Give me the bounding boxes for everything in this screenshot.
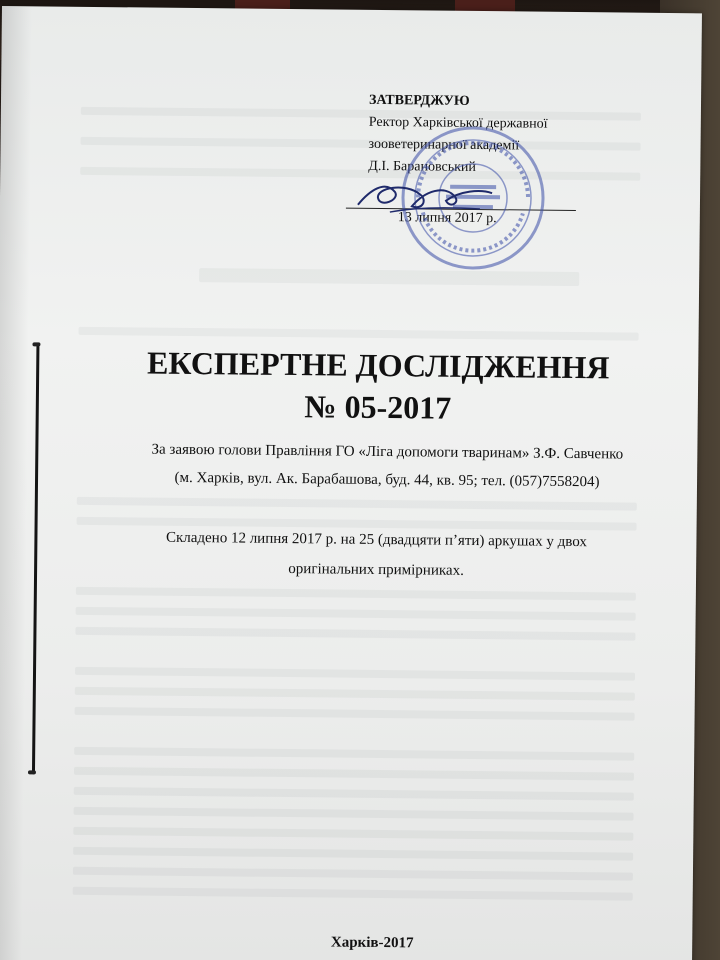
show-through <box>75 687 635 701</box>
show-through <box>75 667 635 681</box>
request-text-line1: За заявою голови Правління ГО «Ліга допомоги тваринам» З.Ф. Савченко <box>151 441 624 463</box>
request-text-line2: (м. Харків, вул. Ак. Барабашова, буд. 44, кв. 95; тел. (057)7558204) <box>174 469 600 491</box>
approval-position-line2: зооветеринарної академії <box>368 136 520 154</box>
document-title: ЕКСПЕРТНЕ ДОСЛІДЖЕННЯ <box>146 344 610 386</box>
approval-signatory: Д.І. Барановський <box>368 158 477 175</box>
show-through <box>73 867 633 881</box>
binding-hole <box>28 770 36 774</box>
show-through <box>73 887 633 901</box>
binding-hole <box>32 342 40 346</box>
document-page <box>0 6 702 960</box>
show-through <box>74 767 634 781</box>
binding-thread <box>32 344 40 774</box>
approval-title: ЗАТВЕРДЖУЮ <box>368 92 470 109</box>
show-through <box>74 807 634 821</box>
show-through <box>77 497 637 511</box>
document-number: № 05-2017 <box>304 388 452 426</box>
composition-text-line1: Складено 12 липня 2017 р. на 25 (двадцяти п’яти) аркушах у двох <box>165 529 587 551</box>
show-through <box>75 627 635 641</box>
show-through <box>76 587 636 601</box>
show-through <box>74 747 634 761</box>
show-through <box>77 517 637 531</box>
approval-position-line1: Ректор Харківської державної <box>368 114 548 132</box>
show-through <box>73 827 633 841</box>
show-through <box>73 847 633 861</box>
show-through <box>76 607 636 621</box>
approval-date: 13 липня 2017 р. <box>397 210 497 227</box>
composition-text-line2: оригінальних примірниках. <box>288 561 464 579</box>
signature-icon <box>350 170 501 222</box>
show-through <box>79 327 639 341</box>
page-shadow <box>0 6 32 960</box>
show-through <box>74 787 634 801</box>
city-year: Харків-2017 <box>330 934 414 952</box>
show-through <box>75 707 635 721</box>
